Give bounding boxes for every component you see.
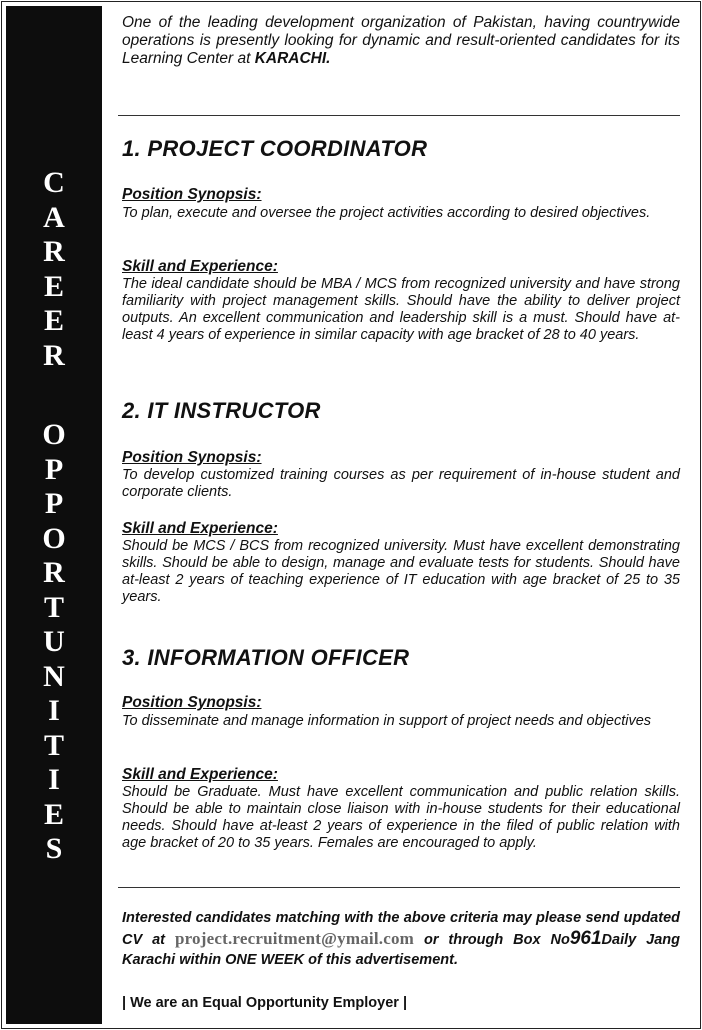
intro-paragraph <box>122 14 680 68</box>
banner-letter: P <box>44 487 64 520</box>
synopsis-heading: Position Synopsis: <box>122 694 262 711</box>
banner-word-career <box>6 166 102 373</box>
banner-letter: I <box>48 763 60 796</box>
synopsis-text: To develop customized training courses as per requirement of in-house student and corporate clients. <box>122 467 680 500</box>
intro-text: One of the leading development organization of Pakistan, having countrywide operations is presently looking for dynamic and result-oriented candidates for its Learning Center at <box>122 14 680 67</box>
divider-bottom <box>118 887 680 888</box>
banner-letter: P <box>44 452 64 486</box>
banner-letter: N <box>43 659 65 693</box>
banner-letter: A <box>43 200 65 234</box>
equal-opportunity-tagline: | We are an Equal Opportunity Employer | <box>122 995 408 1011</box>
synopsis-text: To plan, execute and oversee the project activities according to desired objectives. <box>122 205 651 221</box>
banner-letter: O <box>42 418 66 451</box>
synopsis-heading: Position Synopsis: <box>122 186 262 203</box>
skills-text: Should be Graduate. Must have excellent communication and public relation skills. Should be able to maintain close liaison with in-house students for their educational needs. Should have at-least 2 years of experience in the filed of public relation with age bracket of 20 to 35 years. Females are encouraged to apply. <box>122 784 680 851</box>
synopsis-text: To disseminate and manage information in support of project needs and objectives <box>122 713 652 729</box>
box-text: or through Box No <box>423 931 570 948</box>
banner-letter: U <box>43 625 65 658</box>
banner-letter: E <box>43 304 64 337</box>
banner-letter: E <box>43 797 64 831</box>
banner-letter: R <box>43 338 65 372</box>
banner-letter: C <box>43 166 65 199</box>
banner-word-opportunities <box>6 418 102 867</box>
synopsis-heading: Position Synopsis: <box>122 449 262 466</box>
banner-letter: I <box>48 694 60 727</box>
application-instructions <box>122 908 680 971</box>
skills-heading: Skill and Experience: <box>122 766 278 783</box>
recruitment-email-link[interactable]: project.recruitment@ymail.com <box>174 928 415 948</box>
job-advertisement <box>1 1 701 1029</box>
banner-letter: E <box>43 269 64 303</box>
job-title-information-officer: 3. INFORMATION OFFICER <box>122 645 410 670</box>
banner-letter: O <box>42 521 66 555</box>
banner-letter: R <box>43 556 65 589</box>
skills-text: Should be MCS / BCS from recognized university. Must have excellent demonstrating skills. Should be able to design, manage and evaluate tests for students. Should have at-least 2 years of teaching experience of IT education with age bracket of 25 to 35 years. <box>122 538 680 605</box>
banner-letter: T <box>43 590 64 624</box>
intro-city: KARACHI. <box>254 50 331 67</box>
banner-letter: T <box>43 728 64 762</box>
skills-heading: Skill and Experience: <box>122 520 278 537</box>
career-opportunities-banner <box>6 6 102 1024</box>
banner-letter: S <box>45 832 63 865</box>
divider-top <box>118 115 680 116</box>
job-title-it-instructor: 2. IT INSTRUCTOR <box>122 398 321 423</box>
deadline-text: Daily Jang Karachi within ONE WEEK of this advertisement. <box>122 931 680 968</box>
box-number: 961 <box>569 927 602 949</box>
skills-text: The ideal candidate should be MBA / MCS from recognized university and have strong familiarity with project management skills. Should have the ability to deliver project outputs. An excellent communication and leadership skill is a must. Should have at-least 4 years of experience in similar capacity with age bracket of 28 to 40 years. <box>122 276 680 343</box>
apply-text: Interested candidates matching with the above criteria may please send updated CV at <box>122 910 680 948</box>
skills-heading: Skill and Experience: <box>122 258 278 275</box>
banner-letter: R <box>43 235 65 268</box>
job-title-project-coordinator: 1. PROJECT COORDINATOR <box>122 136 428 161</box>
